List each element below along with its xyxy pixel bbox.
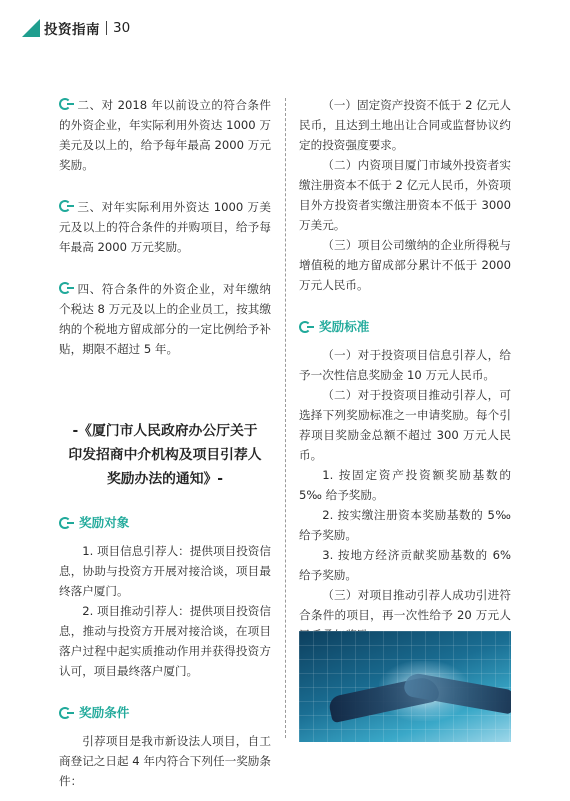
bullet-paragraph — [59, 95, 271, 175]
header-divider — [106, 21, 107, 35]
paragraph: 1. 项目信息引荐人：提供项目投资信息，协助与投资方开展对接洽谈，项目最终落户厦门。 — [59, 544, 271, 598]
section-heading-text: 奖励对象 — [79, 515, 130, 530]
section-heading-text: 奖励标准 — [319, 319, 370, 334]
section-heading-reward-target — [59, 513, 271, 533]
bullet-paragraph — [59, 197, 271, 257]
paragraph: （一）对于投资项目信息引荐人，给予一次性信息奖励金 10 万元人民币。 — [299, 348, 511, 382]
g-bullet-icon — [59, 707, 74, 719]
triangle-icon — [22, 19, 40, 37]
bullet-paragraph — [59, 279, 271, 359]
paragraph: （二）对于投资项目推动引荐人，可选择下列奖励标准之一申请奖励。每个引荐项目奖励金总额不超过 300 万元人民币。 — [299, 388, 511, 462]
g-bullet-icon — [59, 517, 74, 529]
page-number: 30 — [113, 20, 131, 36]
notice-title-line: -《厦门市人民政府办公厅关于 — [72, 423, 258, 439]
bullet-text: 二、对 2018 年以前设立的符合条件的外资企业，年实际利用外资达 1000 万美元及以上的，给予每年最高 2000 万元奖励。 — [59, 98, 271, 172]
paragraph: 2. 按实缴注册资本奖励基数的 5‰给予奖励。 — [299, 508, 511, 542]
section-heading-text: 奖励条件 — [79, 705, 130, 720]
notice-title-line: 印发招商中介机构及项目引荐人 — [68, 447, 262, 463]
notice-title — [59, 419, 271, 491]
paragraph: 3. 按地方经济贡献奖励基数的 6% 给予奖励。 — [299, 548, 511, 582]
paragraph: 1. 按固定资产投资额奖励基数的 5‰ 给予奖励。 — [299, 468, 511, 502]
bullet-text: 三、对年实际利用外资达 1000 万美元及以上的符合条件的并购项目，给予每年最高 2000 万元奖励。 — [59, 200, 271, 254]
section-heading-standard — [299, 317, 511, 337]
page-header — [22, 16, 130, 40]
paragraph: （三）对项目推动引荐人成功引进符合条件的项目，再一次性给予 20 万元人 — [299, 588, 511, 622]
handshake-photo — [299, 631, 511, 742]
left-column — [59, 95, 271, 791]
header-title: 投资指南 — [44, 22, 100, 38]
section-heading-reward-condition — [59, 703, 271, 723]
bullet-text: 四、符合条件的外资企业，对年缴纳个税达 8 万元及以上的企业员工，按其缴纳的个税地方留成部分的一定比例给予补贴，期限不超过 5 年。 — [59, 282, 271, 356]
paragraph: 引荐项目是我市新设法人项目，自工商登记之日起 4 年内符合下列任一奖励条件： — [59, 734, 271, 788]
g-bullet-icon — [59, 98, 74, 110]
right-column — [299, 95, 511, 645]
g-bullet-icon — [59, 282, 74, 294]
condition-paragraph: （二）内资项目厦门市域外投资者实缴注册资本不低于 2 亿元人民币，外资项目外方投资者实缴注册资本不低于 3000 万美元。 — [299, 158, 511, 232]
condition-paragraph: （一）固定资产投资不低于 2 亿元人民币，且达到土地出让合同或监督协议约定的投资强度要求。 — [299, 98, 511, 152]
notice-title-line: 奖励办法的通知》- — [106, 471, 224, 487]
column-divider — [285, 98, 286, 738]
g-bullet-icon — [59, 200, 74, 212]
g-bullet-icon — [299, 321, 314, 333]
condition-paragraph: （三）项目公司缴纳的企业所得税与增值税的地方留成部分累计不低于 2000 万元人民币。 — [299, 238, 511, 292]
paragraph: 2. 项目推动引荐人：提供项目投资信息，推动与投资方开展对接洽谈，在项目落户过程中起实质推动作用并获得投资方认可，项目最终落户厦门。 — [59, 604, 271, 678]
